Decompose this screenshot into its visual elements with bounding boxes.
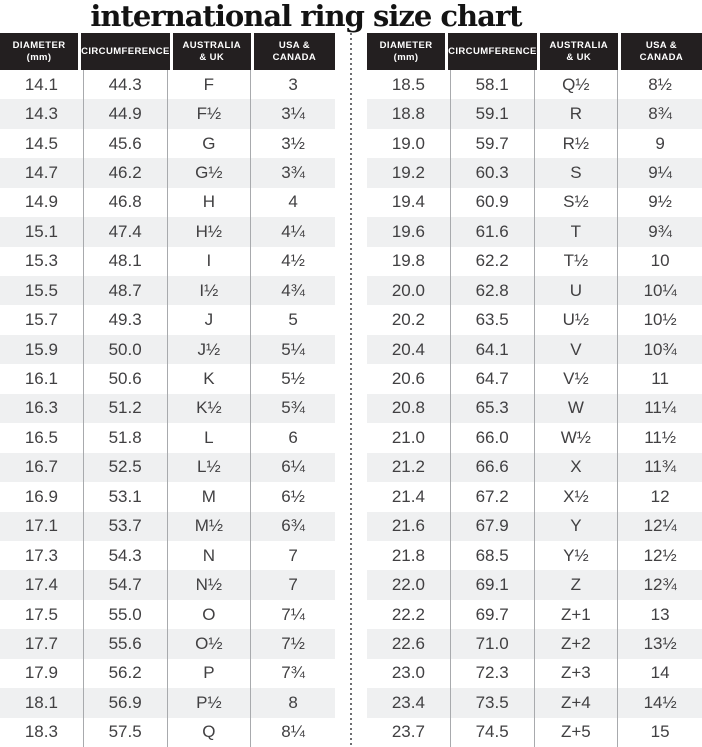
table-cell: 50.0	[84, 335, 168, 364]
table-cell: 11½	[644, 427, 677, 447]
table-row	[0, 158, 335, 187]
table-cell: 16.3	[0, 394, 84, 423]
table-cell: 7¾	[281, 663, 305, 683]
table-cell: 18.5	[367, 70, 451, 99]
table-cell: 12½	[643, 545, 677, 565]
table-cell: 6¾	[281, 516, 305, 536]
table-cell: 59.7	[451, 129, 535, 158]
table-cell: 62.2	[451, 247, 535, 276]
table-cell: 21.6	[367, 512, 451, 541]
table-cell: 53.7	[84, 512, 168, 541]
table-cell: U½	[535, 305, 619, 334]
column-header-line: CIRCUMFERENCE	[81, 45, 170, 57]
column-header-line: AUSTRALIA	[182, 40, 242, 51]
table-row	[367, 394, 702, 423]
table-cell: 19.4	[367, 188, 451, 217]
table-row	[0, 570, 335, 599]
table-cell: L½	[168, 453, 252, 482]
table-cell: 20.8	[367, 394, 451, 423]
table-cell: 4¾	[281, 280, 305, 300]
table-cell: 19.8	[367, 247, 451, 276]
table-cell: 23.7	[367, 718, 451, 747]
tables-container	[0, 33, 702, 747]
table-cell: J½	[168, 335, 252, 364]
table-row	[0, 99, 335, 128]
table-cell: K	[168, 364, 252, 393]
table-cell: 55.0	[84, 600, 168, 629]
table-cell: Z+1	[535, 600, 619, 629]
table-row	[367, 158, 702, 187]
table-cell: 18.8	[367, 99, 451, 128]
table-cell: 15.9	[0, 335, 84, 364]
table-cell: 64.1	[451, 335, 535, 364]
table-row	[367, 129, 702, 158]
table-cell: O½	[168, 629, 252, 658]
table-cell: R	[535, 99, 619, 128]
table-cell: 61.6	[451, 217, 535, 246]
table-cell: 4	[288, 192, 298, 212]
table-cell: T½	[535, 247, 619, 276]
column-header	[0, 33, 81, 70]
table-cell: 19.6	[367, 217, 451, 246]
table-cell: 54.3	[84, 541, 168, 570]
table-row	[367, 188, 702, 217]
table-cell: Y½	[535, 541, 619, 570]
table-cell: 8	[288, 692, 298, 712]
table-cell: 45.6	[84, 129, 168, 158]
table-cell: 3½	[281, 133, 305, 153]
table-row	[0, 276, 335, 305]
table-cell: O	[168, 600, 252, 629]
table-cell: 67.2	[451, 482, 535, 511]
table-cell: 8¾	[648, 104, 672, 124]
table-cell: 68.5	[451, 541, 535, 570]
table-cell: 63.5	[451, 305, 535, 334]
table-cell: 5	[288, 310, 298, 330]
table-cell: 3¾	[281, 163, 305, 183]
table-row	[367, 364, 702, 393]
table-cell: 18.1	[0, 688, 84, 717]
table-cell: N½	[168, 570, 252, 599]
table-cell: 56.9	[84, 688, 168, 717]
table-cell: W	[535, 394, 619, 423]
table-cell: 60.3	[451, 158, 535, 187]
table-cell: 8¼	[281, 722, 305, 742]
table-cell: 5¾	[281, 398, 305, 418]
table-cell: 56.2	[84, 659, 168, 688]
table-cell: 6	[288, 427, 298, 447]
table-row	[0, 394, 335, 423]
table-cell: 7	[288, 575, 298, 595]
table-row	[367, 629, 702, 658]
table-cell: 14½	[643, 692, 677, 712]
column-header-line: (mm)	[26, 51, 52, 63]
table-cell: 10	[650, 251, 670, 271]
column-header	[540, 33, 621, 70]
table-cell: 20.0	[367, 276, 451, 305]
table-cell: 5½	[281, 369, 305, 389]
table-cell: I	[168, 247, 252, 276]
table-row	[0, 512, 335, 541]
table-row	[367, 600, 702, 629]
table-cell: V	[535, 335, 619, 364]
column-header-line: CANADA	[272, 51, 317, 63]
column-header	[448, 33, 540, 70]
table-cell: R½	[535, 129, 619, 158]
column-header-line: AUSTRALIA	[549, 40, 609, 51]
table-cell: 65.3	[451, 394, 535, 423]
table-cell: 19.0	[367, 129, 451, 158]
table-row	[367, 217, 702, 246]
table-row	[0, 600, 335, 629]
table-cell: 7¼	[281, 604, 305, 624]
table-cell: M½	[168, 512, 252, 541]
column-header	[621, 33, 702, 70]
table-cell: P	[168, 659, 252, 688]
table-cell: Y	[535, 512, 619, 541]
table-row	[0, 188, 335, 217]
table-cell: 9	[655, 133, 665, 153]
table-cell: 51.8	[84, 423, 168, 452]
table-header-row	[367, 33, 702, 70]
table-cell: 12¾	[643, 575, 677, 595]
table-row	[367, 453, 702, 482]
table-cell: 12¼	[643, 516, 677, 536]
table-cell: 4¼	[281, 221, 305, 241]
table-row	[0, 453, 335, 482]
table-cell: 14.7	[0, 158, 84, 187]
table-cell: 15	[650, 722, 670, 742]
column-header-line: & UK	[566, 51, 592, 63]
table-row	[367, 688, 702, 717]
table-cell: 21.8	[367, 541, 451, 570]
table-cell: Q½	[535, 70, 619, 99]
table-cell: 15.7	[0, 305, 84, 334]
column-header	[173, 33, 254, 70]
table-cell: 16.9	[0, 482, 84, 511]
table-cell: 53.1	[84, 482, 168, 511]
table-cell: 22.0	[367, 570, 451, 599]
title-area	[0, 0, 612, 33]
table-cell: S	[535, 158, 619, 187]
table-cell: 55.6	[84, 629, 168, 658]
dotted-divider	[350, 33, 352, 747]
table-cell: 54.7	[84, 570, 168, 599]
column-header-line: (mm)	[393, 51, 419, 63]
table-cell: 21.2	[367, 453, 451, 482]
table-row	[0, 629, 335, 658]
table-row	[0, 688, 335, 717]
table-cell: Z+3	[535, 659, 619, 688]
table-cell: 6½	[281, 486, 305, 506]
table-cell: Q	[168, 718, 252, 747]
table-cell: K½	[168, 394, 252, 423]
table-row	[0, 364, 335, 393]
table-cell: 8½	[648, 74, 672, 94]
table-cell: 66.6	[451, 453, 535, 482]
table-cell: 3¼	[281, 104, 305, 124]
table-row	[0, 718, 335, 747]
table-cell: 59.1	[451, 99, 535, 128]
table-cell: 49.3	[84, 305, 168, 334]
table-cell: 7½	[281, 633, 305, 653]
table-cell: 17.9	[0, 659, 84, 688]
table-cell: H½	[168, 217, 252, 246]
table-cell: G	[168, 129, 252, 158]
table-cell: 7	[288, 545, 298, 565]
table-cell: 14.9	[0, 188, 84, 217]
table-row	[367, 305, 702, 334]
table-row	[367, 247, 702, 276]
table-cell: 23.0	[367, 659, 451, 688]
column-header-line: USA &	[645, 40, 678, 51]
table-cell: 17.4	[0, 570, 84, 599]
table-row	[367, 70, 702, 99]
table-cell: 9¾	[648, 221, 672, 241]
table-cell: 10½	[643, 310, 677, 330]
table-cell: Z	[535, 570, 619, 599]
table-cell: F½	[168, 99, 252, 128]
table-cell: 20.4	[367, 335, 451, 364]
table-header-row	[0, 33, 335, 70]
table-cell: Z+5	[535, 718, 619, 747]
table-cell: 10¾	[643, 339, 677, 359]
table-cell: 9¼	[648, 163, 672, 183]
table-cell: 57.5	[84, 718, 168, 747]
table-cell: 64.7	[451, 364, 535, 393]
table-row	[0, 70, 335, 99]
table-cell: S½	[535, 188, 619, 217]
table-cell: 21.0	[367, 423, 451, 452]
table-cell: 22.6	[367, 629, 451, 658]
table-cell: 52.5	[84, 453, 168, 482]
table-cell: 20.6	[367, 364, 451, 393]
table-cell: 51.2	[84, 394, 168, 423]
table-cell: Z+2	[535, 629, 619, 658]
table-cell: 13½	[643, 633, 677, 653]
table-cell: 19.2	[367, 158, 451, 187]
table-cell: M	[168, 482, 252, 511]
table-body	[367, 70, 702, 747]
table-row	[367, 659, 702, 688]
column-header-line: CIRCUMFERENCE	[448, 45, 537, 57]
table-cell: G½	[168, 158, 252, 187]
table-row	[0, 217, 335, 246]
table-cell: 44.3	[84, 70, 168, 99]
column-header	[254, 33, 335, 70]
table-row	[0, 423, 335, 452]
page-title: international ring size chart	[90, 0, 522, 33]
table-cell: 20.2	[367, 305, 451, 334]
table-row	[367, 335, 702, 364]
table-row	[367, 570, 702, 599]
table-row	[367, 512, 702, 541]
table-row	[0, 541, 335, 570]
table-cell: X	[535, 453, 619, 482]
table-cell: 17.7	[0, 629, 84, 658]
table-cell: T	[535, 217, 619, 246]
table-cell: I½	[168, 276, 252, 305]
table-cell: 46.8	[84, 188, 168, 217]
table-cell: 17.5	[0, 600, 84, 629]
table-cell: 6¼	[281, 457, 305, 477]
column-header-line: USA &	[278, 40, 311, 51]
table-cell: 69.7	[451, 600, 535, 629]
table-cell: W½	[535, 423, 619, 452]
table-row	[367, 423, 702, 452]
table-cell: 11	[651, 369, 669, 389]
table-cell: 73.5	[451, 688, 535, 717]
table-row	[0, 335, 335, 364]
table-cell: V½	[535, 364, 619, 393]
table-gap	[335, 33, 367, 747]
column-header	[367, 33, 448, 70]
table-cell: 11¼	[644, 398, 677, 418]
table-cell: 46.2	[84, 158, 168, 187]
table-cell: 15.3	[0, 247, 84, 276]
table-cell: 58.1	[451, 70, 535, 99]
table-cell: 67.9	[451, 512, 535, 541]
table-cell: 48.7	[84, 276, 168, 305]
ring-size-table-right	[367, 33, 702, 747]
table-cell: 17.1	[0, 512, 84, 541]
table-cell: 14.3	[0, 99, 84, 128]
table-cell: 9½	[648, 192, 672, 212]
table-cell: 16.7	[0, 453, 84, 482]
table-cell: 50.6	[84, 364, 168, 393]
table-cell: 48.1	[84, 247, 168, 276]
table-cell: N	[168, 541, 252, 570]
table-cell: J	[168, 305, 252, 334]
table-cell: 16.1	[0, 364, 84, 393]
table-cell: 71.0	[451, 629, 535, 658]
table-cell: F	[168, 70, 252, 99]
table-cell: 3	[288, 74, 298, 94]
table-cell: 14	[650, 663, 670, 683]
table-cell: 66.0	[451, 423, 535, 452]
table-cell: 4½	[281, 251, 305, 271]
table-cell: 44.9	[84, 99, 168, 128]
table-cell: 11¾	[644, 457, 677, 477]
table-row	[0, 659, 335, 688]
ring-size-table-left	[0, 33, 335, 747]
table-row	[367, 541, 702, 570]
table-row	[367, 99, 702, 128]
table-cell: 17.3	[0, 541, 84, 570]
table-row	[367, 482, 702, 511]
table-row	[367, 718, 702, 747]
table-cell: L	[168, 423, 252, 452]
table-cell: X½	[535, 482, 619, 511]
table-cell: 69.1	[451, 570, 535, 599]
table-cell: 16.5	[0, 423, 84, 452]
table-row	[0, 247, 335, 276]
table-cell: 10¼	[643, 280, 677, 300]
table-row	[367, 276, 702, 305]
table-cell: 72.3	[451, 659, 535, 688]
table-cell: 22.2	[367, 600, 451, 629]
table-cell: 21.4	[367, 482, 451, 511]
table-cell: 14.5	[0, 129, 84, 158]
table-row	[0, 129, 335, 158]
column-header	[81, 33, 173, 70]
table-cell: U	[535, 276, 619, 305]
table-cell: H	[168, 188, 252, 217]
column-header-line: DIAMETER	[12, 40, 66, 51]
table-cell: 5¼	[281, 339, 305, 359]
column-header-line: CANADA	[639, 51, 684, 63]
table-cell: P½	[168, 688, 252, 717]
table-row	[0, 305, 335, 334]
table-cell: 12	[650, 486, 670, 506]
table-cell: 23.4	[367, 688, 451, 717]
table-cell: 15.1	[0, 217, 84, 246]
table-cell: 60.9	[451, 188, 535, 217]
table-cell: 15.5	[0, 276, 84, 305]
column-header-line: DIAMETER	[379, 40, 433, 51]
table-cell: 18.3	[0, 718, 84, 747]
table-cell: 13	[650, 604, 670, 624]
table-cell: 47.4	[84, 217, 168, 246]
table-row	[0, 482, 335, 511]
table-cell: 74.5	[451, 718, 535, 747]
table-cell: Z+4	[535, 688, 619, 717]
table-body	[0, 70, 335, 747]
column-header-line: & UK	[199, 51, 225, 63]
table-cell: 14.1	[0, 70, 84, 99]
table-cell: 62.8	[451, 276, 535, 305]
